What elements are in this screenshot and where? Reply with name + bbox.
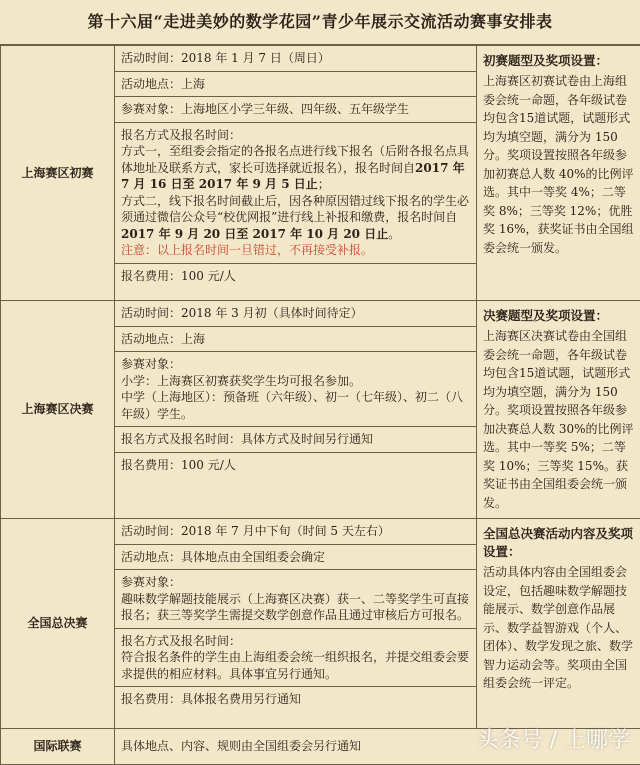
registration-fee: 报名费用：100 元/人 xyxy=(115,453,476,478)
registration-info: 报名方式及报名时间：具体方式及时间另行通知 xyxy=(115,427,476,453)
section-name-shanghai-final: 上海赛区决赛 xyxy=(1,301,115,519)
row-shanghai-final xyxy=(1,301,640,519)
activity-time: 活动时间：2018 年 7 月中下旬（时间 5 天左右） xyxy=(115,519,476,545)
activity-time: 活动时间：2018 年 1 月 7 日（周日） xyxy=(115,46,476,72)
registration-method-1 xyxy=(121,143,470,193)
details-shanghai-prelim xyxy=(115,46,477,301)
award-title: 初赛题型及奖项设置： xyxy=(483,52,634,70)
eligibility: 参赛对象：上海地区小学三年级、四年级、五年级学生 xyxy=(115,97,476,123)
activity-place: 活动地点：上海 xyxy=(115,72,476,98)
activity-place: 活动地点：上海 xyxy=(115,327,476,353)
section-name-international: 国际联赛 xyxy=(1,729,115,765)
registration-fee: 报名费用：100 元/人 xyxy=(115,264,476,289)
section-name-national-final: 全国总决赛 xyxy=(1,519,115,729)
award-description: 活动具体内容由全国组委会设定，包括趣味数学解题技能展示、数学创意作品展示、数学益智游戏（个人、团体）、数学发现之旅、数学智力运动会等。奖项由全国组委会统一评定。 xyxy=(483,563,634,693)
watermark: 头条号 / 上哪学 xyxy=(477,723,630,754)
schedule-table xyxy=(0,45,640,765)
method-2-end: 。 xyxy=(388,227,400,241)
page-title: 第十六届“走进美妙的数学花园”青少年展示交流活动赛事安排表 xyxy=(0,0,640,45)
award-description: 上海赛区初赛试卷由上海组委会统一命题，各年级试卷均包含15道试题，试题形式均为填空题，满分为 150 分。奖项设置按照各年级参加初赛总人数 40%的比例评选。其中一等奖 4%；二等奖 8%；三等奖 12%；优胜奖 16%，获奖证书由全国组委会统一颁发。 xyxy=(483,72,634,257)
registration-block xyxy=(115,123,476,264)
award-info-national-final xyxy=(477,519,640,729)
row-national-final xyxy=(1,519,640,729)
details-shanghai-final xyxy=(115,301,477,519)
international-info: 具体地点、内容、规则由全国组委会另行通知 xyxy=(121,739,361,753)
award-description: 上海赛区决赛试卷由全国组委会统一命题，各年级试卷均包含15道试题，试题形式均为填空题，满分为 150 分。奖项设置按照各年级参加决赛总人数 30%的比例评选。其中一等奖 5%；二等奖 10%；三等奖 15%。获奖证书由全国组委会统一颁发。 xyxy=(483,327,634,512)
method-2-text: 方式二，线下报名时间截止后，因各种原因错过线下报名的学生必须通过微信公众号“校优网报”进行线上补报和缴费，报名时间自 xyxy=(121,194,469,225)
section-name-shanghai-prelim: 上海赛区初赛 xyxy=(1,46,115,301)
row-shanghai-prelim xyxy=(1,46,640,301)
method-1-text: 方式一，至组委会指定的各报名点进行线下报名（后附各报名点具体地址及联系方式，家长可选择就近报名），报名时间自 xyxy=(121,144,469,175)
registration-note: 注意：以上报名时间一旦错过，不再接受补报。 xyxy=(121,242,470,259)
award-title: 全国总决赛活动内容及奖项设置： xyxy=(483,525,634,561)
registration-fee: 报名费用：具体报名费用另行通知 xyxy=(115,687,476,712)
registration-heading: 报名方式及报名时间： xyxy=(121,127,470,144)
method-1-dates: 2017 年 7 月 16 日至 2017 年 9 月 5 日止 xyxy=(121,161,465,192)
details-national-final xyxy=(115,519,477,729)
award-title: 决赛题型及奖项设置： xyxy=(483,307,634,325)
award-info-shanghai-final xyxy=(477,301,640,519)
registration-method-2 xyxy=(121,193,470,243)
method-2-dates: 2017 年 9 月 20 日至 2017 年 10 月 20 日止 xyxy=(121,227,388,241)
activity-place: 活动地点：具体地点由全国组委会确定 xyxy=(115,545,476,571)
registration-info: 报名方式及报名时间： 符合报名条件的学生由上海组委会统一组织报名，并提交组委会要求提供的相应材料。具体事宜另行通知。 xyxy=(115,629,476,688)
eligibility: 参赛对象： 小学：上海赛区初赛获奖学生均可报名参加。 中学（上海地区）：预备班（六年级）、初一（七年级）、初二（八年级）学生。 xyxy=(115,352,476,427)
method-1-end: ； xyxy=(318,177,330,191)
award-info-shanghai-prelim xyxy=(477,46,640,301)
eligibility: 参赛对象： 趣味数学解题技能展示（上海赛区决赛）获一、二等奖学生可直接报名；获三等奖学生需提交数学创意作品且通过审核后方可报名。 xyxy=(115,570,476,629)
activity-time: 活动时间：2018 年 3 月初（具体时间待定） xyxy=(115,301,476,327)
